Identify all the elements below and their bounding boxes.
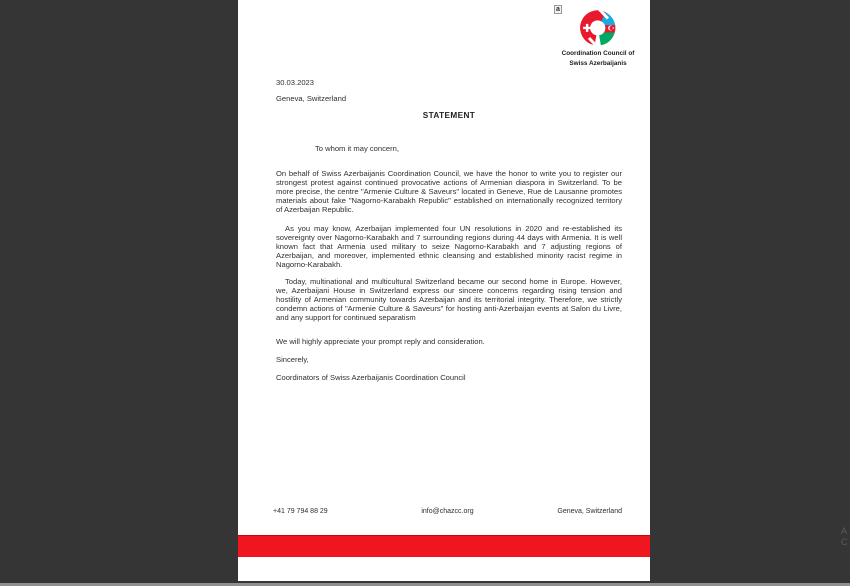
footer-red-bar: [238, 535, 650, 557]
footer-place: Geneva, Switzerland: [557, 508, 622, 515]
logo-caption-line2: Swiss Azerbaijanis: [569, 59, 627, 67]
edge-mark-2: C: [841, 537, 848, 547]
signature-line: Coordinators of Swiss Azerbaijanis Coordination Council: [276, 373, 466, 382]
letter-date: 30.03.2023: [276, 78, 315, 87]
letter-title: STATEMENT: [422, 111, 476, 120]
paragraph-1: On behalf of Swiss Azerbaijanis Coordination Council, we have the honor to write you to register our strongest protest against continued provocative actions of Armenian diaspora in Switzerland. To be more precise, the centre "Armenie Culture & Saveurs" located in Geneve, Rue de Lausanne promotes materials about fake "Nagorno-Karabakh Republic" established on internationally recognized territory of Azerbaijan Republic.: [276, 169, 622, 214]
footer-email: info@chazcc.org: [421, 508, 474, 515]
signoff-line: Sincerely,: [276, 355, 309, 364]
paragraph-2: As you may know, Azerbaijan implemented four UN resolutions in 2020 and re-established its sovereignty over Nagorno-Karabakh and 7 surrounding regions during 44 days with Armenia. It is well known fact that Armenia used military to seize Nagorno-Karabakh and 7 adjusting regions of Azerbaijan, and moreover, implemented ethnic cleansing and established minority racist regime in Nagorno-Karabakh.: [276, 224, 622, 269]
edge-cutoff-marks: [841, 526, 848, 548]
footer-phone: +41 79 794 88 29: [273, 508, 328, 515]
closing-line: We will highly appreciate your prompt reply and consideration.: [276, 337, 485, 346]
swiss-azerbaijanis-logo-icon: [558, 8, 638, 48]
letter-page: [238, 0, 650, 581]
edge-mark-1: A: [841, 526, 848, 536]
letter-footer: [238, 508, 650, 515]
organization-logo: [558, 8, 638, 67]
letter-place: Geneva, Switzerland: [276, 94, 347, 103]
salutation: To whom it may concern,: [315, 144, 399, 153]
paragraph-3: Today, multinational and multicultural Switzerland became our second home in Europe. However, we, Azerbaijani House in Switzerland express our sincere concerns regarding rising tension and hostility of Armenian community towards Azerbaijan and its territorial integrity. Therefore, we strictly condemn actions of "Armenie Culture & Saveurs" for hosting anti-Azerbaijan events at Salon du Livre, and any support for continued separatism: [276, 277, 622, 322]
logo-caption-line1: Coordination Council of: [561, 50, 635, 57]
broken-image-artifact: a: [556, 6, 560, 13]
